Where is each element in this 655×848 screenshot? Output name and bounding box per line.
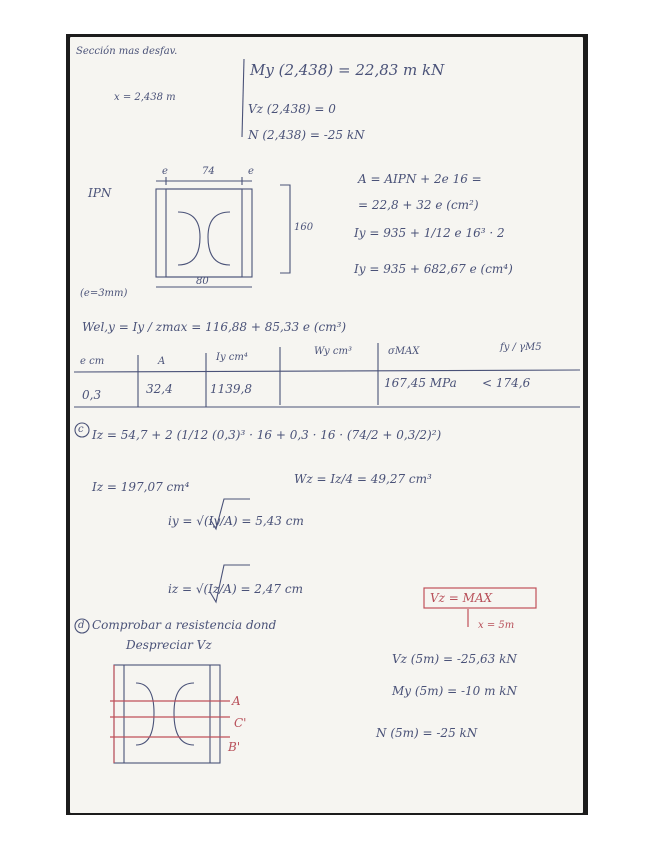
handwritten-sheet	[70, 37, 583, 813]
part-d-arrow-text: x = 5m	[478, 620, 515, 631]
eq-iz-radius: iz = √(Iz/A) = 2,47 cm	[168, 582, 303, 596]
my-value: My (2,438) = 22,83 m kN	[250, 61, 445, 79]
table-header-wy: Wy cm³	[314, 346, 352, 357]
point-c-label: C'	[234, 716, 247, 730]
thickness-note: (e=3mm)	[80, 288, 128, 299]
ipn-section-drawing	[156, 177, 290, 287]
table-cell-e: 0,3	[82, 388, 102, 402]
eq-iz-2: Iz = 197,07 cm⁴	[92, 480, 190, 494]
header-note: Sección mas desfav.	[76, 46, 178, 57]
table-header-a: A	[158, 356, 166, 367]
eq-area-1: A = AIPN + 2e 16 =	[358, 172, 482, 186]
table-header-e: e cm	[80, 356, 105, 367]
dim-e-right: e	[248, 166, 254, 177]
section-label: IPN	[88, 186, 112, 200]
table-cell-sigma: 167,45 MPa	[384, 376, 457, 390]
eq-wel-y: Wel,y = Iy / zmax = 116,88 + 85,33 e (cm³)	[82, 320, 347, 334]
n-value: N (2,438) = -25 kN	[248, 128, 365, 142]
eq-area-2: = 22,8 + 32 e (cm²)	[358, 198, 479, 212]
scan-frame	[66, 34, 588, 815]
part-d-box-text: Vz = MAX	[430, 591, 493, 605]
eq-wz: Wz = Iz/4 = 49,27 cm³	[294, 472, 432, 486]
dim-80: 80	[196, 276, 209, 287]
table-header-fy: fy / γM5	[500, 342, 542, 353]
eq-iy-radius: iy = √(Iy/A) = 5,43 cm	[168, 514, 304, 528]
result-vz: Vz (5m) = -25,63 kN	[392, 652, 517, 666]
eq-iy-2: Iy = 935 + 682,67 e (cm⁴)	[354, 262, 513, 276]
result-my: My (5m) = -10 m kN	[392, 684, 518, 698]
table-cell-a: 32,4	[146, 382, 173, 396]
table-cell-iy: 1139,8	[210, 382, 252, 396]
table-cell-fy: < 174,6	[482, 376, 531, 390]
point-a-label: A	[232, 694, 241, 708]
table-header-iy: Iy cm⁴	[216, 352, 248, 363]
vz-value: Vz (2,438) = 0	[248, 102, 336, 116]
x-value: x = 2,438 m	[114, 92, 176, 103]
dim-74: 74	[202, 166, 215, 177]
eq-iz-1: Iz = 54,7 + 2 (1/12 (0,3)³ · 16 + 0,3 · 16 · (74/2 + 0,3/2)²)	[92, 428, 442, 442]
part-d-text-2: Despreciar Vz	[126, 638, 212, 652]
point-b-label: B'	[228, 740, 241, 754]
eq-iy-1: Iy = 935 + 1/12 e 16³ · 2	[354, 226, 505, 240]
result-n: N (5m) = -25 kN	[376, 726, 478, 740]
part-d-label: d	[78, 620, 85, 631]
dim-160: 160	[294, 222, 314, 233]
part-c-label: c	[78, 424, 84, 435]
dim-e-left: e	[162, 166, 168, 177]
lower-section-drawing	[110, 665, 230, 763]
forces-bracket	[242, 59, 244, 137]
part-d-text-1: Comprobar a resistencia dond	[92, 618, 277, 632]
table-header-sigma: σMAX	[388, 346, 420, 357]
